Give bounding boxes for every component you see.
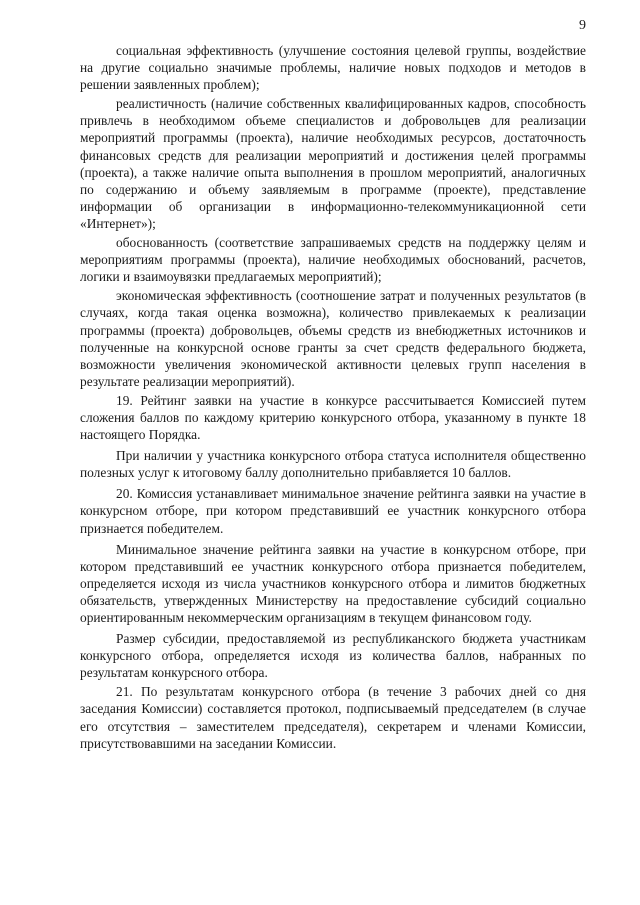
paragraph-item-20-subsidy: Размер субсидии, предоставляемой из республиканского бюджета участникам конкурсного отбора, определяется исходя из количества баллов, набранных по результатам конкурсного отбора. xyxy=(80,631,586,681)
paragraph-realism: реалистичность (наличие собственных квалифицированных кадров, способность привлечь в необходимом объеме специалистов и добровольцев для реализации мероприятий программы (проекта), наличие необходимых ресурсов, достаточность финансовых средств для реализации мероприятий и достижения целей программы (проекта), а также наличие опыта выполнения в прошлом мероприятий, аналогичных по содержанию и объему заявляемым в программе (проекте), представление информации об организации в информационно-телекоммуникационной сети «Интернет»); xyxy=(80,96,586,231)
document-body xyxy=(80,42,586,754)
page-number: 9 xyxy=(579,18,586,33)
paragraph-economic-effectiveness: экономическая эффективность (соотношение затрат и полученных результатов (в случаях, когда такая оценка возможна), количество привлекаемых к реализации программы (проекта) добровольцев, объемы средств из внебюджетных источников и полученные на конкурсной основе гранты за счет средств федерального бюджета, возможности увеличения экономической активности целевых групп населения в результате реализации мероприятий). xyxy=(80,288,586,389)
paragraph-validity: обоснованность (соответствие запрашиваемых средств на поддержку целям и мероприятиям программы (проекта), наличие необходимых обоснований, расчетов, логики и взаимоувязки предлагаемых мероприятий); xyxy=(80,235,586,285)
paragraph-item-20-minimum: Минимальное значение рейтинга заявки на участие в конкурсном отборе, при котором представивший ее участник конкурсного отбора признается победителем, определяется исходя из числа участников конкурсного отбора и лимитов бюджетных обязательств, утвержденных Министерству на предоставление субсидий социально ориентированным некоммерческим организациям в текущем финансовом году. xyxy=(80,541,586,625)
paragraph-social-effectiveness: социальная эффективность (улучшение состояния целевой группы, воздействие на другие социально значимые проблемы, наличие новых подходов и методов в решении заявленных проблем); xyxy=(80,43,586,93)
paragraph-item-19: 19. Рейтинг заявки на участие в конкурсе рассчитывается Комиссией путем сложения баллов по каждому критерию конкурсного отбора, указанному в пункте 18 настоящего Порядка. xyxy=(80,392,586,443)
paragraph-item-20: 20. Комиссия устанавливает минимальное значение рейтинга заявки на участие в конкурсном отборе, при котором представивший ее участник конкурсного отбора признается победителем. xyxy=(80,486,586,536)
paragraph-item-19-status: При наличии у участника конкурсного отбора статуса исполнителя общественно полезных услуг к итоговому баллу дополнительно прибавляется 10 баллов. xyxy=(80,448,586,481)
paragraph-item-21: 21. По результатам конкурсного отбора (в течение 3 рабочих дней со дня заседания Комиссии) составляется протокол, подписываемый председателем (в случае его отсутствия – заместителем председателя), секретарем и членами Комиссии, присутствовавшими на заседании Комиссии. xyxy=(80,684,586,751)
